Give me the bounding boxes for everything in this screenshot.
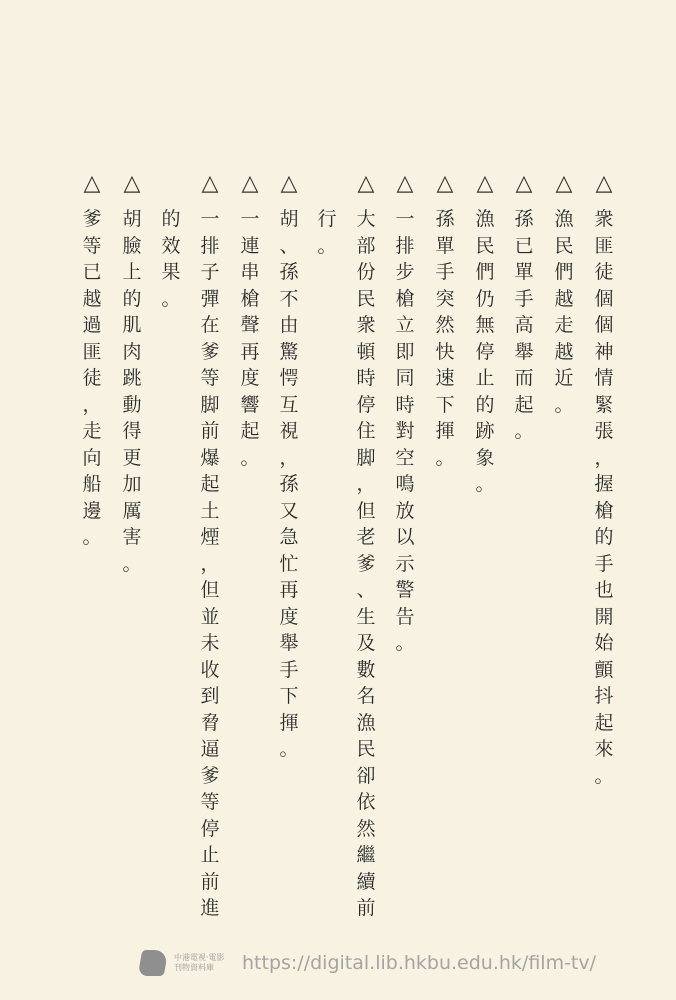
script-line-1 — [592, 170, 616, 789]
library-logo-icon — [138, 950, 169, 976]
line-text: 胡、孫不由驚愕互視，孫又急忙再度舉手下揮。 — [279, 208, 299, 760]
triangle-marker-icon: △ — [515, 171, 533, 196]
line-text-continuation: 行。 — [317, 208, 337, 257]
triangle-marker-icon: △ — [241, 171, 259, 196]
watermark — [140, 950, 596, 976]
triangle-marker-icon: △ — [555, 171, 573, 196]
triangle-marker-icon: △ — [201, 171, 219, 196]
script-line-10 — [198, 170, 222, 922]
line-text: 孫已單手高舉而起。 — [514, 208, 534, 442]
triangle-marker-icon: △ — [476, 171, 494, 196]
line-text: 一排步槍立即同時對空鳴放以示警告。 — [395, 208, 415, 654]
line-text: 一排子彈在爹等脚前爆起土煙，但並未收到脅逼爹等停止前進 — [200, 208, 220, 919]
script-line-12 — [80, 170, 104, 551]
script-line-3 — [512, 170, 536, 445]
triangle-marker-icon: △ — [396, 171, 414, 196]
script-line-10-continuation — [159, 206, 183, 312]
line-text: 漁民們仍無停止的跡象。 — [475, 208, 495, 495]
triangle-marker-icon: △ — [123, 171, 141, 196]
script-line-9 — [238, 170, 262, 471]
script-line-7 — [354, 170, 378, 922]
script-line-5 — [433, 170, 457, 471]
line-text: 大部份民衆頓時停住脚，但老爹、生及數名漁民卻依然繼續前 — [356, 208, 376, 919]
script-line-4 — [473, 170, 497, 498]
script-line-7-continuation — [315, 206, 339, 259]
line-text: 孫單手突然快速下揮。 — [435, 208, 455, 469]
triangle-marker-icon: △ — [83, 171, 101, 196]
line-text-continuation: 的效果。 — [161, 208, 181, 310]
triangle-marker-icon: △ — [280, 171, 298, 196]
line-text: 一連串槍聲再度響起。 — [240, 208, 260, 469]
script-line-6 — [393, 170, 417, 657]
watermark-name: 中港電視·電影 刊物資料庫 — [174, 953, 225, 972]
line-text: 胡臉上的肌肉跳動得更加厲害。 — [122, 208, 142, 575]
script-line-8 — [277, 170, 301, 763]
line-text: 衆匪徒個個神情緊張，握槍的手也開始顫抖起來。 — [594, 208, 614, 787]
line-text: 漁民們越走越近。 — [554, 208, 574, 416]
watermark-url: https://digital.lib.hkbu.edu.hk/film-tv/ — [242, 952, 597, 974]
triangle-marker-icon: △ — [595, 171, 613, 196]
triangle-marker-icon: △ — [357, 171, 375, 196]
script-line-11 — [120, 170, 144, 577]
script-line-2 — [552, 170, 576, 418]
triangle-marker-icon: △ — [436, 171, 454, 196]
line-text: 爹等已越過匪徒，走向船邊。 — [82, 208, 102, 548]
